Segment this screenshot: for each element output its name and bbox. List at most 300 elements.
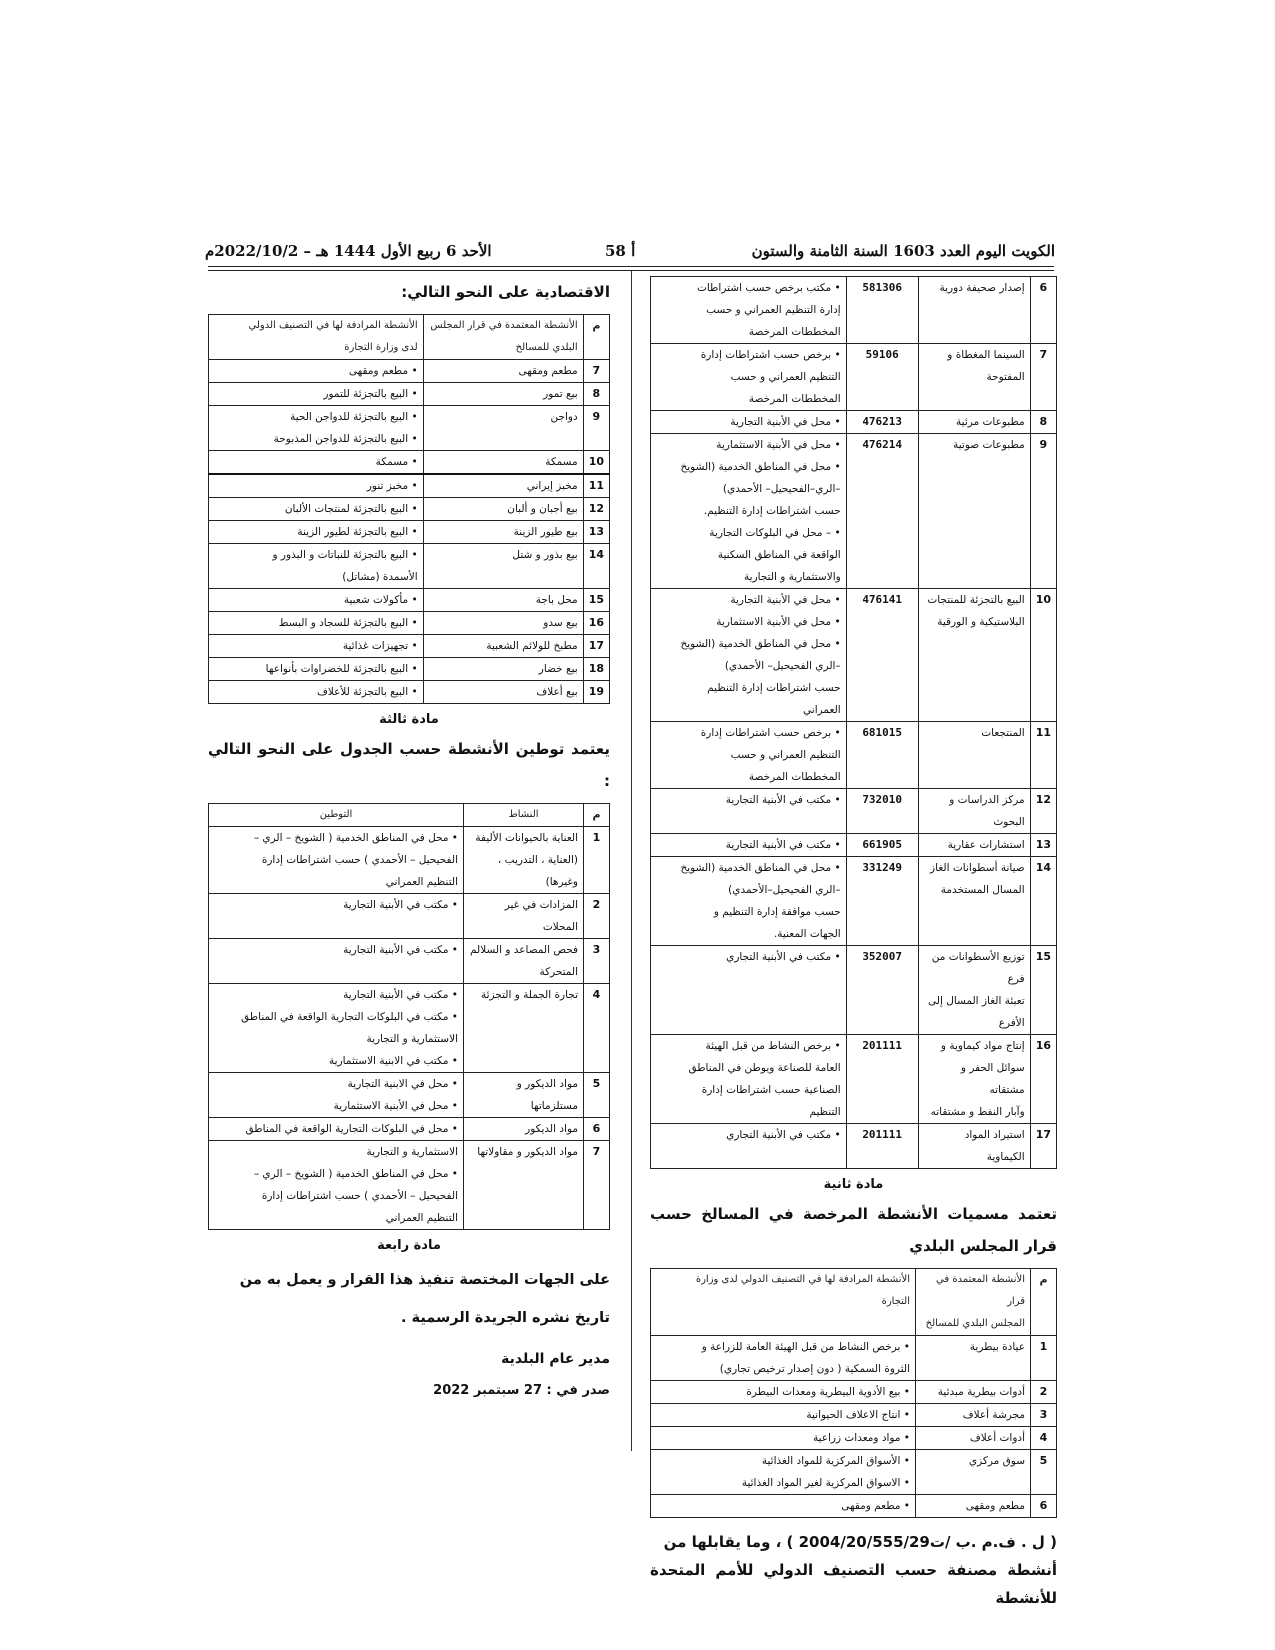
classification-code: 476213 <box>846 411 918 434</box>
row-number: 1 <box>584 827 610 894</box>
row-number: 16 <box>583 612 609 635</box>
row-number: 9 <box>1030 434 1056 589</box>
table-row <box>209 474 610 498</box>
localization <box>209 1073 464 1118</box>
column-header-number: م <box>584 804 610 827</box>
activity-name <box>918 411 1030 434</box>
localization-line: حسب اشتراطات إدارة التنظيم. <box>703 505 841 517</box>
row-number: 5 <box>1031 1450 1057 1495</box>
article-2-lead: تعتمد مسميات الأنشطة المرخصة في المسالخ حسب قرار المجلس البلدي <box>650 1205 1057 1255</box>
row-number: 18 <box>583 658 609 681</box>
table-row <box>209 681 610 704</box>
left-column <box>208 276 610 1398</box>
approved-activity-line: سوق مركزي <box>968 1455 1025 1467</box>
localization-line: حسب اشتراطات إدارة التنظيم <box>707 682 841 694</box>
table-row <box>651 344 1057 411</box>
localization-line: • محل في البلوكات التجارية الواقعة في المناطق <box>245 1123 458 1135</box>
localization-line: المخططات المرخصة <box>748 326 841 338</box>
equivalent-activity <box>209 451 424 475</box>
localization <box>651 434 847 589</box>
row-number: 17 <box>1030 1124 1056 1169</box>
approved-activity <box>916 1450 1031 1495</box>
row-number: 13 <box>1030 834 1056 857</box>
activity-name-line: استشارات عقارية <box>947 839 1025 851</box>
localization <box>651 946 847 1035</box>
approved-activity <box>423 681 583 704</box>
activity-name <box>918 1124 1030 1169</box>
table-row <box>209 1118 610 1141</box>
classification-code: 476141 <box>846 589 918 722</box>
localization-line: • برخص النشاط من قبل الهيئة <box>705 1040 841 1052</box>
activity-name-line: إصدار صحيفة دورية <box>939 282 1025 294</box>
activity-name-line: توزيع الأسطوانات من فرع <box>931 951 1025 985</box>
activity-name-line: تعبئة الغاز المسال إلى <box>928 995 1025 1007</box>
localization-line: التنظيم العمراني <box>385 1212 458 1224</box>
localization-line: الفحيحيل – الأحمدي ) حسب اشتراطات إدارة <box>261 1190 458 1202</box>
localization <box>209 894 464 939</box>
localization-line: • محل في المناطق الخدمية ( الشويخ – الري – <box>253 832 458 844</box>
row-number: 3 <box>584 939 610 984</box>
equivalent-activity-line: • البيع بالتجزئة للتمور <box>323 388 418 400</box>
approved-activity-line: بيع خضار <box>538 663 578 675</box>
activity <box>464 894 584 939</box>
approved-activity-line: مسمكة <box>545 456 578 468</box>
activity-name <box>918 344 1030 411</box>
activity-line: فحص المصاعد و السلالم <box>470 944 578 956</box>
activity-localization-table <box>208 803 610 1230</box>
table-row <box>209 521 610 544</box>
approved-activity <box>916 1381 1031 1404</box>
approved-activity <box>423 544 583 589</box>
localization-line: • مكتب في الأبنية التجارية <box>725 794 841 806</box>
approved-activity <box>423 474 583 498</box>
localization-line: –الري–الفحيحيل– الأحمدي) <box>722 483 841 495</box>
equivalent-activity-line: • البيع بالتجزئة للأعلاف <box>316 686 418 698</box>
equivalent-activity <box>209 383 424 406</box>
localization-line: • مكتب برخص حسب اشتراطات <box>696 282 841 294</box>
classification-code: 732010 <box>846 789 918 834</box>
classification-code: 201111 <box>846 1124 918 1169</box>
table-row <box>209 894 610 939</box>
classification-note: ( ل . ف.م .ب /ت2004/20/555/29 ) ، وما يقابلها من أنشطة مصنفة حسب التصنيف الدولي للأمم المتحدة للأنشطة <box>650 1533 1057 1607</box>
row-number: 5 <box>584 1073 610 1118</box>
approved-activity-line: بيع طيور الزينة <box>513 526 578 538</box>
row-number: 13 <box>583 521 609 544</box>
activity-name-line: مطبوعات مرئية <box>956 416 1025 428</box>
equivalent-activity-line: • مواد ومعدات زراعية <box>812 1432 910 1444</box>
activity-name-line: البلاستيكية و الورقية <box>937 616 1025 628</box>
equivalent-activity <box>209 589 424 612</box>
localization <box>209 939 464 984</box>
activity-name-line: وآبار النفط و مشتقاته <box>930 1106 1025 1118</box>
approved-activity <box>423 406 583 451</box>
equivalent-activity <box>209 521 424 544</box>
header-page-number: أ 58 <box>605 242 636 260</box>
activity-name <box>918 277 1030 344</box>
approved-activity-line: مطعم ومقهى <box>965 1500 1025 1512</box>
table-row <box>651 834 1057 857</box>
table-row <box>209 612 610 635</box>
row-number: 9 <box>583 406 609 451</box>
localization-line: الاستثمارية و التجارية <box>366 1146 458 1158</box>
localization-line: المخططات المرخصة <box>748 393 841 405</box>
localization-line: • محل في الأبنية الاستثمارية <box>716 616 841 628</box>
article-3-lead: يعتمد توطين الأنشطة حسب الجدول على النحو التالي : <box>208 740 610 790</box>
activity-line: المزادات في غير المحلات <box>504 899 578 933</box>
column-header-number: م <box>583 315 609 360</box>
activity <box>464 827 584 894</box>
table-row <box>651 1035 1057 1124</box>
activity <box>464 984 584 1073</box>
table-row <box>651 1381 1057 1404</box>
localization-line: • مكتب في الابنية الاستثمارية <box>329 1055 458 1067</box>
localization-line: • برخص حسب اشتراطات إدارة <box>700 727 841 739</box>
right-column <box>650 276 1057 1618</box>
column-header-approved-activities: الأنشطة المعتمدة في قرار المجلس البلدي للمسالخ <box>916 1269 1031 1336</box>
row-number: 4 <box>584 984 610 1073</box>
localization <box>651 589 847 722</box>
article-3-title: مادة ثالثة <box>379 712 439 727</box>
localization-line: –الري الفحيحيل–الأحمدي) <box>728 884 841 896</box>
approved-activity-line: دواجن <box>550 411 578 423</box>
equivalent-activity-line: • مسمكة <box>375 456 418 468</box>
equivalent-activity <box>209 406 424 451</box>
localization-line: • محل في المناطق الخدمية ( الشويخ – الري – <box>253 1168 458 1180</box>
activity-name <box>918 946 1030 1035</box>
table-row <box>209 984 610 1073</box>
activity-name-line: البيع بالتجزئة للمنتجات <box>927 594 1025 606</box>
row-number: 1 <box>1031 1336 1057 1381</box>
localization-line: الفحيحيل – الأحمدي ) حسب اشتراطات إدارة <box>261 854 458 866</box>
row-number: 7 <box>1030 344 1056 411</box>
table-row <box>209 1141 610 1230</box>
table-header-row <box>209 804 610 827</box>
equivalent-activity-line: • البيع بالتجزئة للخضراوات بأنواعها <box>265 663 418 675</box>
activity-name-line: استيراد المواد الكيماوية <box>964 1129 1025 1163</box>
equivalent-activity-line: • مأكولات شعبية <box>343 594 418 606</box>
activity-line: مواد الديكور و مقاولاتها <box>477 1146 578 1158</box>
localization-line: العمراني <box>803 704 841 716</box>
activity-name-line: الأفرع <box>998 1017 1025 1029</box>
localization-line: الاستثمارية و التجارية <box>366 1033 458 1045</box>
equivalent-activity-line: الثروة السمكية ( دون إصدار ترخيص تجاري) <box>719 1363 910 1375</box>
row-number: 6 <box>584 1118 610 1141</box>
approved-activity <box>916 1404 1031 1427</box>
equivalent-activity <box>651 1450 916 1495</box>
approved-activity <box>423 451 583 475</box>
row-number: 10 <box>583 451 609 475</box>
equivalent-activity <box>209 474 424 498</box>
localization <box>651 1035 847 1124</box>
table-row <box>209 589 610 612</box>
localization-line: • محل في الأبنية التجارية <box>730 594 841 606</box>
column-header-equivalent-activities: الأنشطة المرادفة لها في التصنيف الدولي لدى وزارة التجارة <box>209 315 424 360</box>
localization <box>209 1141 464 1230</box>
row-number: 3 <box>1031 1404 1057 1427</box>
activity-line: تجارة الجملة و التجزئة <box>480 989 578 1001</box>
table-row <box>209 383 610 406</box>
signature: مدير عام البلدية <box>501 1351 610 1367</box>
article-4-text: على الجهات المختصة تنفيذ هذا القرار و يعمل به من تاريخ نشره الجريدة الرسمية . <box>239 1272 610 1326</box>
economic-activities-lead: الاقتصادية على النحو التالي: <box>401 283 610 301</box>
equivalent-activity <box>209 635 424 658</box>
localization-line: العامة للصناعة ويوطن في المناطق <box>688 1062 841 1074</box>
activity <box>464 939 584 984</box>
table-row <box>651 1427 1057 1450</box>
localization-line: • مكتب في الأبنية التجاري <box>726 1129 841 1141</box>
table-row <box>651 1450 1057 1495</box>
equivalent-activity <box>209 612 424 635</box>
equivalent-activity <box>209 498 424 521</box>
table-row <box>651 946 1057 1035</box>
localization-line: التنظيم العمراني و حسب <box>730 749 841 761</box>
activity-name-line: السينما المغطاة و المفتوحة <box>947 349 1025 383</box>
column-header-approved-activities: الأنشطة المعتمدة في قرار المجلس البلدي للمسالخ <box>423 315 583 360</box>
table-row <box>651 722 1057 789</box>
table-row <box>209 544 610 589</box>
table-row <box>209 827 610 894</box>
localization-line: إدارة التنظيم العمراني و حسب <box>706 304 841 316</box>
activity-line: مواد الديكور و مستلزماتها <box>516 1078 578 1112</box>
table-row <box>651 1124 1057 1169</box>
activity-name <box>918 722 1030 789</box>
activity <box>464 1118 584 1141</box>
equivalent-activity <box>651 1404 916 1427</box>
approved-activity-line: مجرشة أعلاف <box>962 1409 1025 1421</box>
localization-line: التنظيم العمراني <box>385 876 458 888</box>
table-row <box>651 1336 1057 1381</box>
row-number: 6 <box>1031 1495 1057 1518</box>
approved-activity <box>423 658 583 681</box>
activity <box>464 1141 584 1230</box>
equivalent-activity-line: • برخص النشاط من قبل الهيئة العامة للزراعة و <box>701 1341 910 1353</box>
row-number: 4 <box>1031 1427 1057 1450</box>
localization-line: • محل في الأبنية الاستثمارية <box>333 1100 458 1112</box>
equivalent-activities-table <box>208 314 610 704</box>
activity-name <box>918 589 1030 722</box>
localization <box>209 827 464 894</box>
localization <box>651 857 847 946</box>
localization-line: • محل في المناطق الخدمية (الشويخ <box>680 461 841 473</box>
table-row <box>651 1495 1057 1518</box>
approved-activity <box>423 360 583 383</box>
localization-line: • محل في المناطق الخدمية (الشويخ <box>680 638 841 650</box>
equivalent-activity-line: • بيع الأدوية البيطرية ومعدات البيطرة <box>746 1386 910 1398</box>
localization <box>651 277 847 344</box>
activity-name-line: مركز الدراسات و البحوث <box>949 794 1025 828</box>
equivalent-activity <box>651 1336 916 1381</box>
activity-name <box>918 857 1030 946</box>
approved-activity <box>916 1336 1031 1381</box>
localization-line: • مكتب في البلوكات التجارية الواقعة في المناطق <box>241 1011 458 1023</box>
localization-line: • محل في الأبنية الاستثمارية <box>716 439 841 451</box>
equivalent-activity <box>209 360 424 383</box>
equivalent-activity-line: • الاسواق المركزية لغير المواد الغذائية <box>741 1477 910 1489</box>
approved-activity-line: مخبز إيراني <box>526 480 578 492</box>
localization <box>651 789 847 834</box>
table-row <box>651 789 1057 834</box>
equivalent-activity-line: • تجهيزات غذائية <box>342 640 418 652</box>
approved-activity <box>423 635 583 658</box>
table-row <box>209 498 610 521</box>
approved-activity-line: أدوات أعلاف <box>969 1432 1025 1444</box>
localization-line: • مكتب في الأبنية التجارية <box>343 989 458 1001</box>
activity <box>464 1073 584 1118</box>
row-number: 16 <box>1030 1035 1056 1124</box>
equivalent-activity-line: • البيع بالتجزئة لطيور الزينة <box>297 526 418 538</box>
approved-activity-line: بيع أجبان و ألبان <box>507 503 578 515</box>
equivalent-activity-line: • البيع بالتجزئة للنباتات و البذور و <box>272 549 418 561</box>
localization-line: • مكتب في الأبنية التجارية <box>343 899 458 911</box>
row-number: 6 <box>1030 277 1056 344</box>
table-row <box>651 411 1057 434</box>
approved-activity <box>916 1427 1031 1450</box>
row-number: 11 <box>583 474 609 498</box>
approved-activity-line: بيع أعلاف <box>536 686 578 698</box>
table-row <box>209 360 610 383</box>
activity-line: العناية بالحيوانات الأليفة <box>475 832 578 844</box>
activity-name-line: صيانة أسطوانات الغاز <box>930 862 1025 874</box>
localization-line: الجهات المعنية. <box>773 928 841 940</box>
approved-activity-line: بيع بذور و شتل <box>512 549 578 561</box>
article-2-title: مادة ثانية <box>823 1177 884 1192</box>
activity-name-line: المنتجعات <box>981 727 1025 739</box>
equivalent-activity-line: الأسمدة (مشاتل) <box>342 571 418 583</box>
table-row <box>209 939 610 984</box>
localization-line: والاستثمارية و التجارية <box>744 571 841 583</box>
localization-line: التنظيم العمراني و حسب <box>730 371 841 383</box>
activity-name-line: مطبوعات صوتية <box>953 439 1025 451</box>
localization-line: • محل في الابنية التجارية <box>347 1078 458 1090</box>
table-row <box>651 277 1057 344</box>
classification-code: 476214 <box>846 434 918 589</box>
column-header-number: م <box>1031 1269 1057 1336</box>
row-number: 8 <box>1030 411 1056 434</box>
approved-activity <box>423 589 583 612</box>
table-row <box>651 1404 1057 1427</box>
localization-line: التنظيم <box>809 1106 841 1118</box>
localization-line: الواقعة في المناطق السكنية <box>717 549 841 561</box>
activity-line: المتحركة <box>539 966 578 978</box>
localization <box>651 834 847 857</box>
approved-activity-line: بيع تمور <box>543 388 578 400</box>
row-number: 14 <box>583 544 609 589</box>
slaughterhouse-activities-table <box>650 1268 1057 1518</box>
header-date: الأحد 6 ربيع الأول 1444 هـ – 2022/10/2م <box>205 242 492 260</box>
localization-line: • برخص حسب اشتراطات إدارة <box>700 349 841 361</box>
table-row <box>651 857 1057 946</box>
localization-line: • مكتب في الأبنية التجاري <box>726 951 841 963</box>
table-row <box>209 658 610 681</box>
localization <box>651 722 847 789</box>
row-number: 14 <box>1030 857 1056 946</box>
equivalent-activity <box>209 544 424 589</box>
row-number: 2 <box>1031 1381 1057 1404</box>
activity-name <box>918 789 1030 834</box>
localization <box>651 1124 847 1169</box>
approved-activity-line: عيادة بيطرية <box>969 1341 1025 1353</box>
row-number: 12 <box>583 498 609 521</box>
page-header <box>205 240 1055 266</box>
row-number: 8 <box>583 383 609 406</box>
localization-line: • محل في المناطق الخدمية (الشويخ <box>680 862 841 874</box>
table-row <box>651 434 1057 589</box>
equivalent-activity-line: • مخبز تنور <box>366 480 418 492</box>
equivalent-activity <box>651 1427 916 1450</box>
issue-date: صدر في : 27 سبتمبر 2022 <box>433 1383 610 1398</box>
approved-activity-line: محل باجة <box>535 594 578 606</box>
localization-line: حسب موافقة إدارة التنظيم و <box>713 906 841 918</box>
approved-activity <box>423 383 583 406</box>
localization-line: • مكتب في الأبنية التجارية <box>343 944 458 956</box>
localization <box>651 344 847 411</box>
equivalent-activity-line: • الأسواق المركزية للمواد الغذائية <box>761 1455 910 1467</box>
row-number: 15 <box>583 589 609 612</box>
equivalent-activity <box>651 1381 916 1404</box>
table-row <box>209 451 610 475</box>
classification-code: 681015 <box>846 722 918 789</box>
article-4-title: مادة رابعة <box>377 1238 441 1253</box>
localization-line: • مكتب في الأبنية التجارية <box>725 839 841 851</box>
row-number: 17 <box>583 635 609 658</box>
activity-line: مواد الديكور <box>525 1123 578 1135</box>
localization-line: • محل في الأبنية التجارية <box>730 416 841 428</box>
table-row <box>651 589 1057 722</box>
equivalent-activity <box>651 1495 916 1518</box>
localization <box>209 984 464 1073</box>
approved-activity <box>423 498 583 521</box>
equivalent-activity <box>209 681 424 704</box>
classification-code: 331249 <box>846 857 918 946</box>
approved-activity-line: مطبخ للولائم الشعبية <box>486 640 578 652</box>
localization <box>209 1118 464 1141</box>
column-header-equivalent-activities: الأنشطة المرادفة لها في التصنيف الدولي لدى وزارة التجارة <box>651 1269 916 1336</box>
activity-name <box>918 434 1030 589</box>
localization-line: المخططات المرخصة <box>748 771 841 783</box>
approved-activity-line: أدوات بيطرية مبدئية <box>937 1386 1025 1398</box>
row-number: 15 <box>1030 946 1056 1035</box>
approved-activity <box>916 1495 1031 1518</box>
activity-name-line: المسال المستخدمة <box>940 884 1025 896</box>
classification-code: 661905 <box>846 834 918 857</box>
row-number: 11 <box>1030 722 1056 789</box>
table-row <box>209 1073 610 1118</box>
row-number: 7 <box>584 1141 610 1230</box>
activity-name-line: إنتاج مواد كيماوية و <box>940 1040 1025 1052</box>
equivalent-activity <box>209 658 424 681</box>
row-number: 19 <box>583 681 609 704</box>
localization-line: –الري الفحيحيل– الأحمدي) <box>724 660 841 672</box>
classification-code: 201111 <box>846 1035 918 1124</box>
equivalent-activity-line: • مطعم ومقهى <box>348 365 418 377</box>
activity-line: (العناية ، التدريب ، وغيرها) <box>497 854 578 888</box>
column-header-localization: التوطين <box>209 804 464 827</box>
column-header-activity: النشاط <box>464 804 584 827</box>
localization-line: • – محل في البلوكات التجارية <box>709 527 841 539</box>
approved-activity <box>423 521 583 544</box>
header-issue: الكويت اليوم العدد 1603 السنة الثامنة والستون <box>751 242 1055 260</box>
equivalent-activity-line: • البيع بالتجزئة للدواجن الحية <box>290 411 418 423</box>
classification-code: 581306 <box>846 277 918 344</box>
activity-name <box>918 1035 1030 1124</box>
row-number: 2 <box>584 894 610 939</box>
approved-activity-line: مطعم ومقهى <box>518 365 578 377</box>
approved-activity <box>423 612 583 635</box>
classification-code: 352007 <box>846 946 918 1035</box>
activity-name-line: سوائل الحفر و مشتقاته <box>960 1062 1025 1096</box>
approved-activity-line: بيع سدو <box>543 617 578 629</box>
table-header-row <box>209 315 610 360</box>
